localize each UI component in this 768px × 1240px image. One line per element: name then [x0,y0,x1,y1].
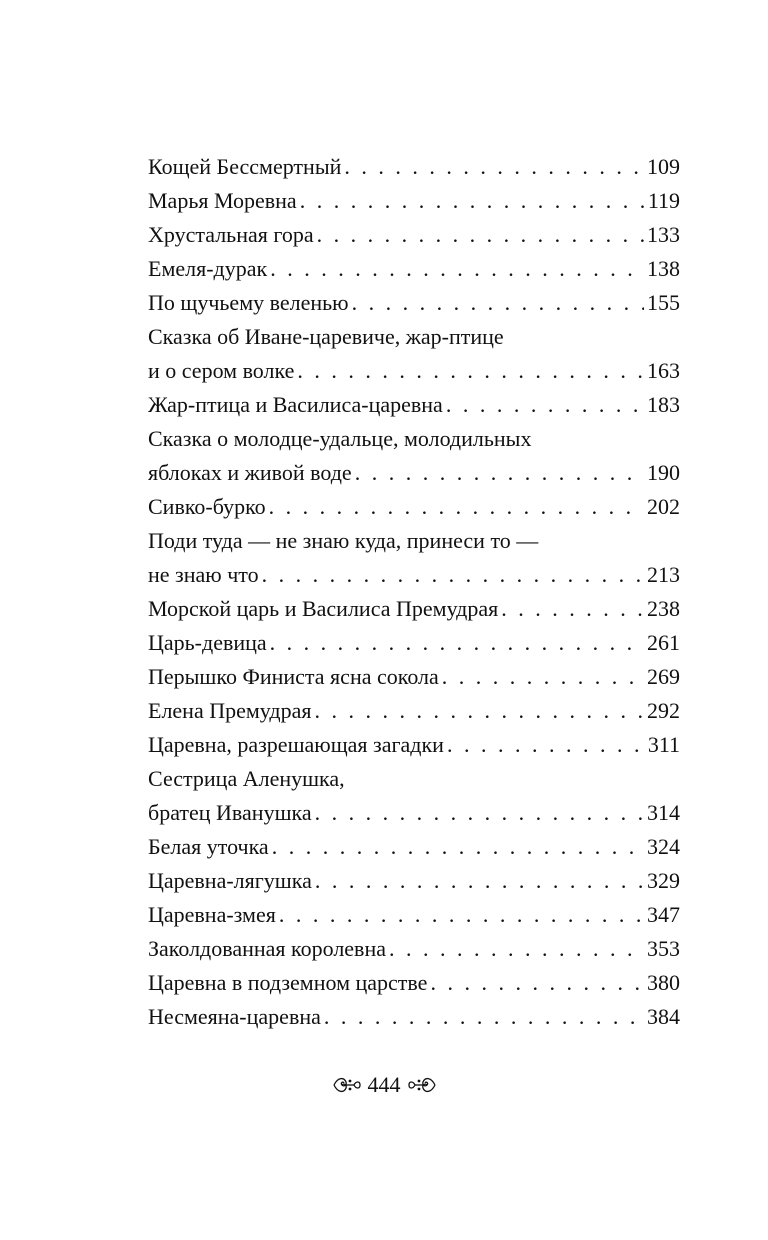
dot-leader [269,490,644,524]
toc-entry-page: 109 [647,154,680,179]
toc-entry-title: братец Иванушка [148,800,312,825]
dot-leader [270,626,644,660]
toc-entry-title: Хрустальная гора [148,222,314,247]
toc-entry-title: По щучьему веленью [148,290,349,315]
toc-entry [148,388,680,422]
toc-entry-title: не знаю что [148,562,259,587]
toc-entry-title: Белая уточка [148,834,269,859]
toc-entry-title: Царь-девица [148,630,267,655]
toc-entry [148,150,680,184]
toc-entry-title: Сказка о молодце-удальце, молодильных [148,426,532,451]
toc-entry [148,626,680,660]
toc-entry-title: Сивко-бурко [148,494,266,519]
toc-entry [148,694,680,728]
toc-entry-page: 314 [647,800,680,825]
table-of-contents [148,150,680,1034]
toc-entry [148,286,680,320]
toc-entry-page: 163 [647,358,680,383]
dot-leader [315,796,644,830]
toc-entry [148,252,680,286]
dot-leader [344,150,644,184]
toc-entry-title: Царевна-лягушка [148,868,312,893]
toc-entry-page: 329 [647,868,680,893]
dot-leader [297,354,644,388]
toc-entry-continued [148,422,680,456]
toc-entry-title: Жар-птица и Василиса-царевна [148,392,443,417]
dot-leader [501,592,644,626]
toc-entry-title: Морской царь и Василиса Премудрая [148,596,499,621]
toc-entry-title: Заколдованная королевна [148,936,386,961]
toc-entry-title: Сестрица Аленушка, [148,766,345,791]
dot-leader [430,966,644,1000]
dot-leader [270,252,644,286]
toc-entry-title: яблоках и живой воде [148,460,352,485]
toc-entry-page: 190 [647,460,680,485]
toc-entry [148,456,680,490]
toc-entry-title: Поди туда — не знаю куда, принеси то — [148,528,539,553]
toc-entry-page: 138 [647,256,680,281]
toc-entry-page: 347 [647,902,680,927]
dot-leader [315,864,644,898]
toc-entry-page: 238 [647,596,680,621]
toc-entry-title: Перышко Финиста ясна сокола [148,664,439,689]
dot-leader [272,830,644,864]
toc-entry [148,932,680,966]
toc-entry-page: 119 [647,188,680,213]
toc-entry-title: Сказка об Иване-царевиче, жар-птице [148,324,504,349]
flourish-ornament-left-icon [332,1073,362,1097]
toc-entry-title: Емеля-дурак [148,256,268,281]
toc-entry [148,830,680,864]
toc-entry [148,728,680,762]
toc-entry-title: Царевна в подземном царстве [148,970,428,995]
toc-entry-title: Царевна, разрешающая загадки [148,732,444,757]
toc-entry [148,354,680,388]
dot-leader [355,456,644,490]
dot-leader [352,286,644,320]
page-number: 444 [367,1072,401,1097]
dot-leader [279,898,644,932]
flourish-ornament-right-icon [407,1073,437,1097]
dot-leader [447,728,645,762]
toc-entry-title: Кощей Бессмертный [148,154,342,179]
toc-entry-page: 261 [647,630,680,655]
toc-entry-title: Елена Премудрая [148,698,312,723]
toc-entry-continued [148,320,680,354]
toc-entry-page: 353 [647,936,680,961]
dot-leader [317,218,644,252]
toc-entry-page: 213 [647,562,680,587]
toc-entry [148,490,680,524]
toc-entry-title: и о сером волке [148,358,295,383]
toc-entry [148,898,680,932]
toc-entry [148,966,680,1000]
toc-entry-page: 380 [647,970,680,995]
dot-leader [262,558,644,592]
toc-entry [148,1000,680,1034]
toc-entry [148,184,680,218]
toc-entry-continued [148,524,680,558]
page-footer [0,1068,768,1102]
toc-entry [148,592,680,626]
toc-entry-page: 269 [647,664,680,689]
toc-entry-title: Царевна-змея [148,902,276,927]
toc-entry [148,796,680,830]
dot-leader [389,932,644,966]
toc-entry-page: 155 [647,290,680,315]
dot-leader [315,694,645,728]
toc-entry-title: Марья Моревна [148,188,297,213]
dot-leader [324,1000,644,1034]
toc-entry-page: 183 [647,392,680,417]
toc-entry-page: 292 [647,698,680,723]
dot-leader [300,184,645,218]
toc-entry-page: 311 [647,732,680,757]
toc-entry-page: 133 [647,222,680,247]
toc-entry [148,660,680,694]
toc-entry-continued [148,762,680,796]
toc-entry-page: 324 [647,834,680,859]
toc-entry [148,558,680,592]
toc-entry-title: Несмеяна-царевна [148,1004,321,1029]
toc-entry [148,864,680,898]
toc-entry-page: 384 [647,1004,680,1029]
toc-entry-page: 202 [647,494,680,519]
dot-leader [442,660,644,694]
dot-leader [446,388,644,422]
toc-entry [148,218,680,252]
